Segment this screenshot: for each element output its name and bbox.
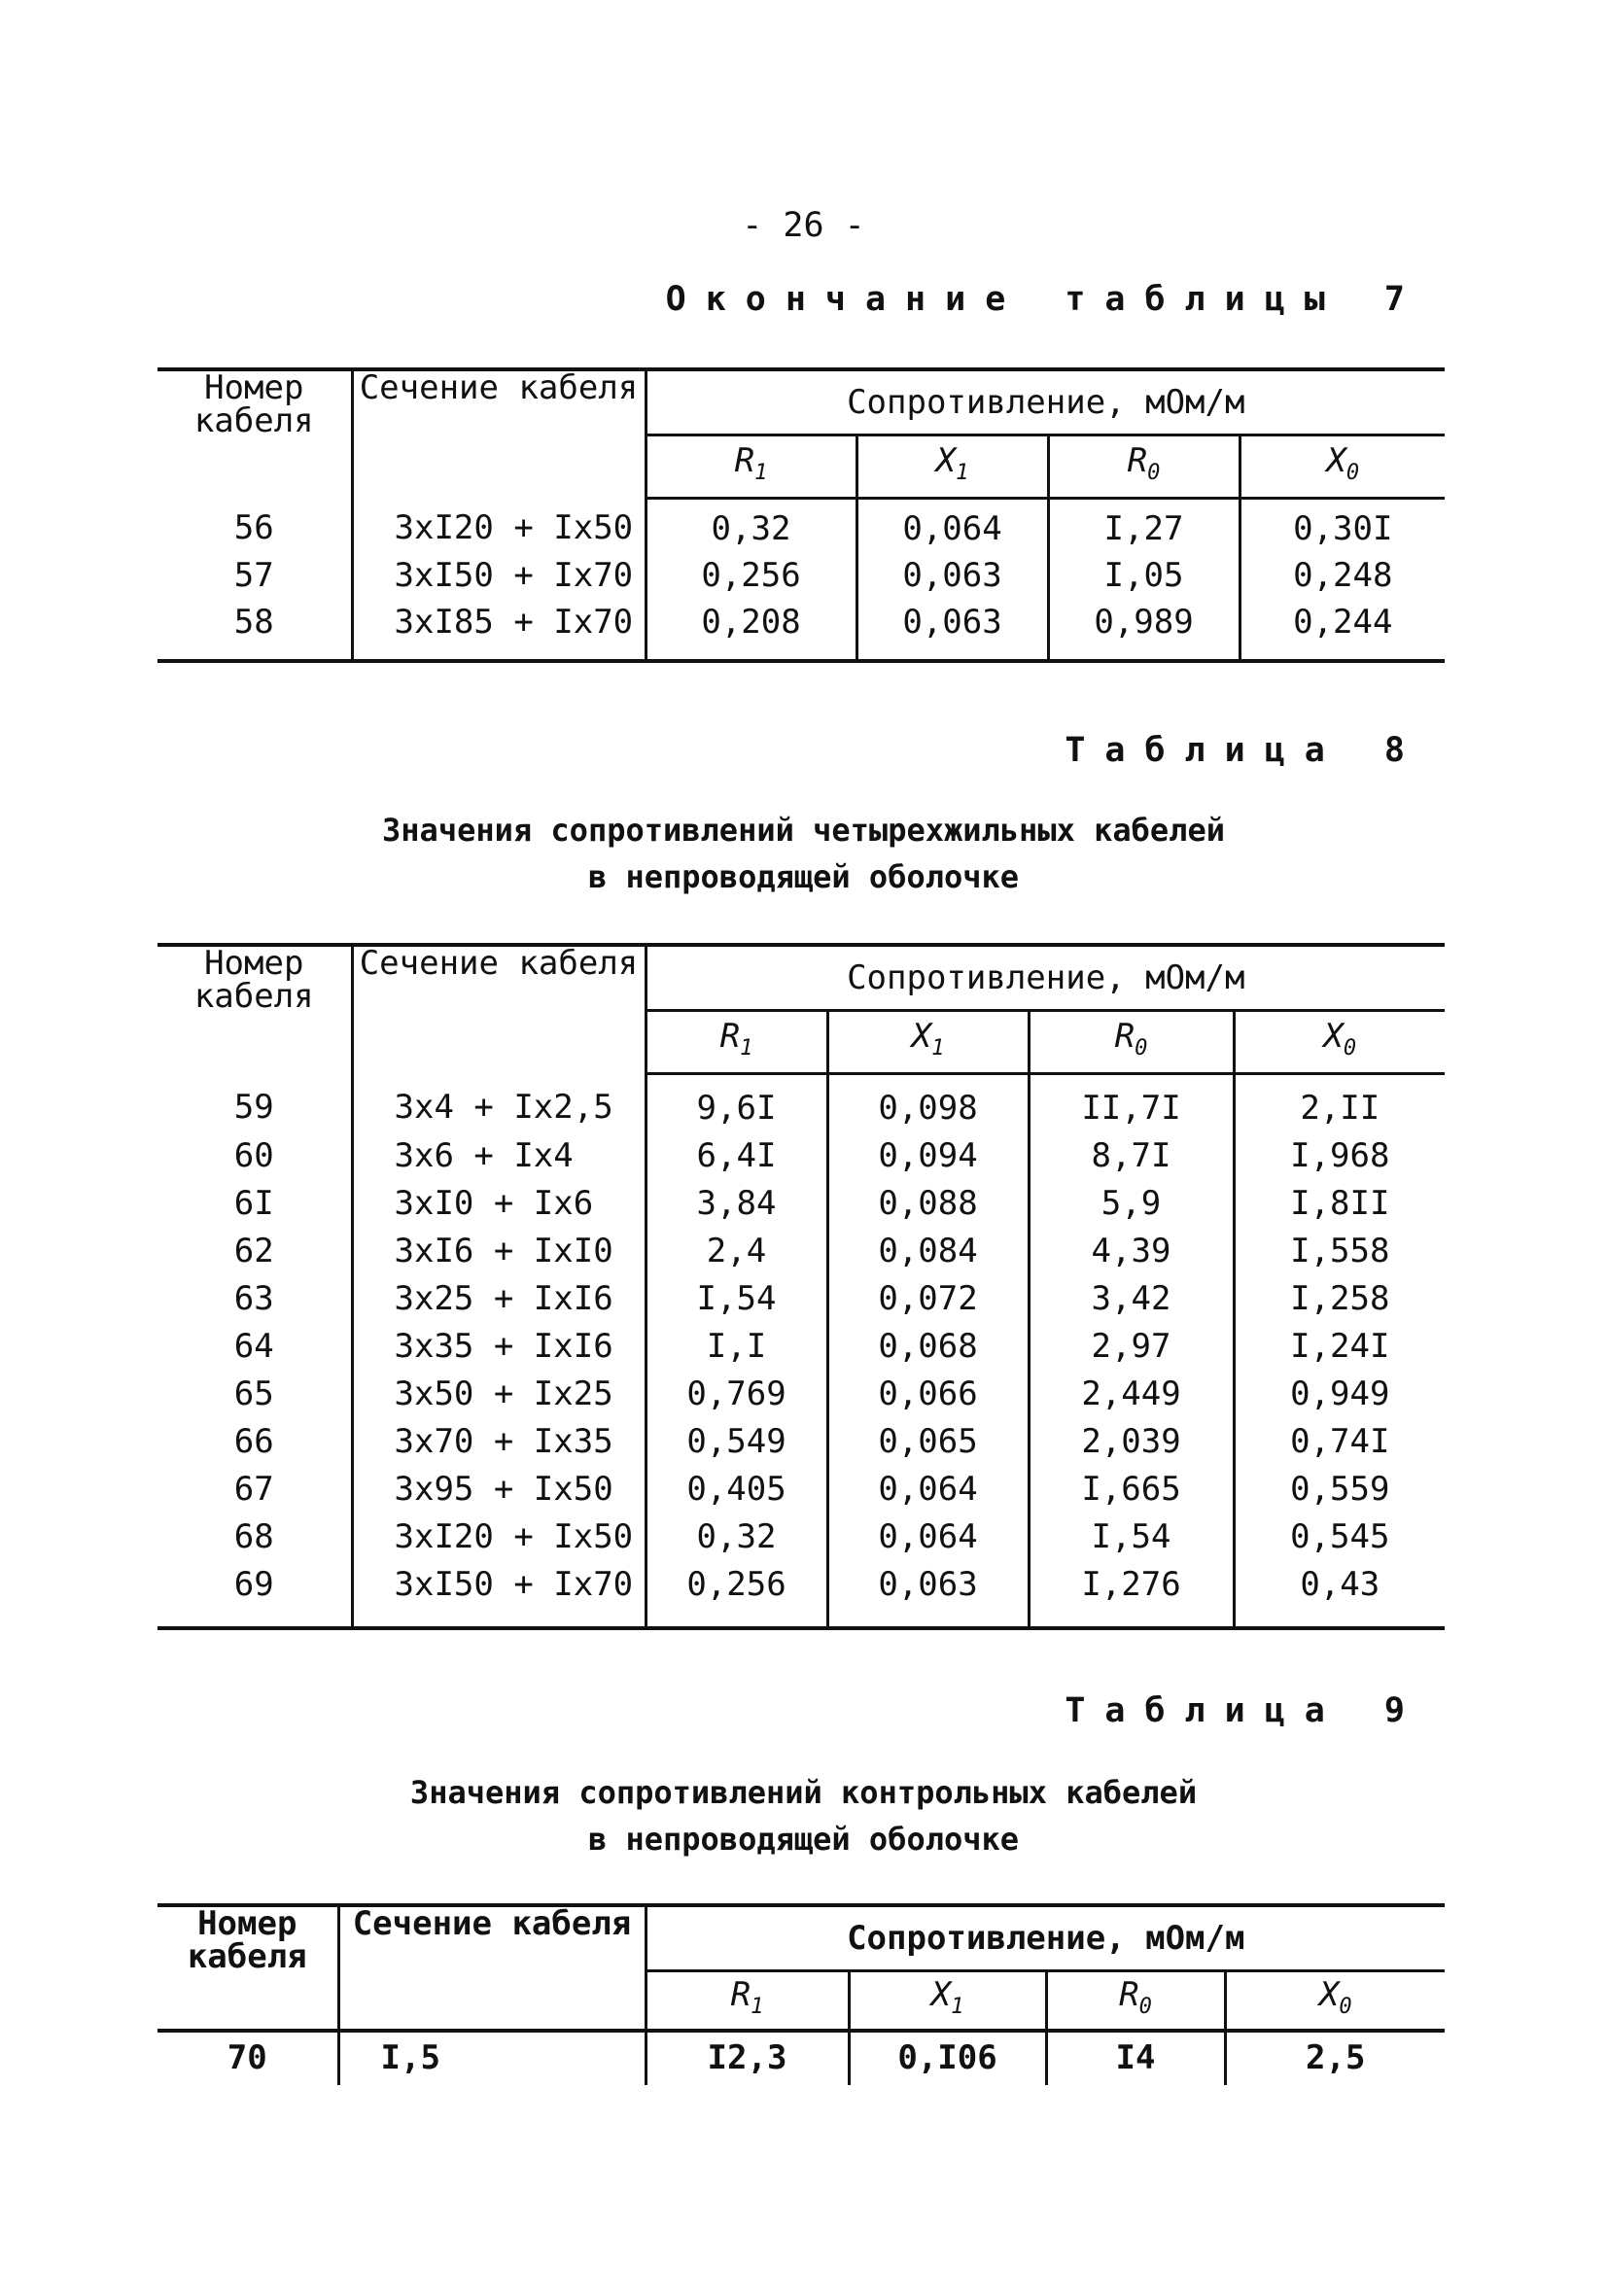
table-row	[157, 1232, 1445, 1279]
cell-number: 65	[233, 1374, 274, 1413]
cell-section: 3xI0 + Ix6	[352, 1184, 646, 1232]
subscript: 1	[931, 1035, 945, 1061]
table-row	[157, 1565, 1445, 1628]
table-row	[157, 1279, 1445, 1327]
table8-title-line2: в непроводящей оболочке	[587, 858, 1020, 895]
cell-r0: I,05	[1048, 556, 1240, 603]
symbol: X	[1318, 1974, 1340, 2014]
header-resistance: Сопротивление, мОм/м	[646, 1905, 1445, 1971]
cell-number: 62	[233, 1232, 274, 1270]
cell-number: 56	[233, 507, 274, 547]
table-row	[157, 1517, 1445, 1565]
cell-x1: 0,098	[827, 1074, 1029, 1137]
cell-number: 63	[233, 1279, 274, 1318]
cell-number: 57	[233, 556, 274, 595]
cell-x1: 0,063	[827, 1565, 1029, 1628]
cell-r1: I2,3	[646, 2031, 849, 2085]
cell-section: 3xI85 + Ix70	[352, 603, 646, 661]
cell-x0: I,558	[1234, 1232, 1445, 1279]
subscript: 0	[1135, 1035, 1148, 1061]
symbol: X	[930, 1974, 952, 2014]
cell-x0: 0,244	[1240, 603, 1445, 661]
header-x0	[1234, 1011, 1445, 1074]
cell-x0: I,968	[1234, 1136, 1445, 1184]
table-row	[157, 1136, 1445, 1184]
table-row	[157, 1470, 1445, 1517]
symbol: R	[719, 1016, 741, 1056]
header-r1	[646, 435, 856, 499]
cell-x1: 0,063	[856, 556, 1048, 603]
symbol: R	[734, 440, 755, 480]
header-x1	[827, 1011, 1029, 1074]
cell-number: 60	[233, 1136, 274, 1175]
cell-number: 68	[233, 1517, 274, 1556]
subscript: 1	[956, 460, 969, 485]
cell-r0: 0,989	[1048, 603, 1240, 661]
subscript: 1	[951, 1994, 964, 2019]
cell-r0: 8,7I	[1029, 1136, 1234, 1184]
cell-x1: 0,064	[827, 1517, 1029, 1565]
cell-x0: 2,5	[1225, 2031, 1445, 2085]
cell-r1: 6,4I	[646, 1136, 827, 1184]
table-row	[157, 603, 1445, 661]
cell-x1: 0,094	[827, 1136, 1029, 1184]
cell-r1: 0,32	[646, 1517, 827, 1565]
cell-number: 59	[233, 1087, 274, 1127]
symbol: R	[1127, 440, 1148, 480]
header-x0	[1240, 435, 1445, 499]
cell-r0: 2,039	[1029, 1422, 1234, 1470]
cell-r0: 2,449	[1029, 1374, 1234, 1422]
cell-r0: 3,42	[1029, 1279, 1234, 1327]
cell-section: 3xI20 + Ix50	[352, 499, 646, 557]
cell-section: 3x6 + Ix4	[352, 1136, 646, 1184]
cell-r0: 4,39	[1029, 1232, 1234, 1279]
cell-x1: 0,065	[827, 1422, 1029, 1470]
cell-x0: 0,559	[1234, 1470, 1445, 1517]
cell-r1: 3,84	[646, 1184, 827, 1232]
cell-x0: 0,74I	[1234, 1422, 1445, 1470]
cell-number: 69	[157, 1565, 352, 1628]
cell-x1: 0,I06	[849, 2031, 1046, 2085]
cell-r1: 0,405	[646, 1470, 827, 1517]
table9-caption: Таблица 9	[1065, 1691, 1424, 1730]
table7-caption: Окончание таблицы 7	[665, 280, 1424, 319]
table9-title-line1: Значения сопротивлений контрольных кабелей	[409, 1774, 1198, 1811]
symbol: R	[1114, 1016, 1135, 1056]
header-x0	[1225, 1971, 1445, 2032]
header-section: Сечение кабеля	[338, 1905, 646, 2031]
header-x1	[849, 1971, 1046, 2032]
symbol: X	[1326, 440, 1346, 480]
subscript: 0	[1339, 1994, 1352, 2019]
header-r1	[646, 1971, 849, 2032]
table-row	[157, 1184, 1445, 1232]
cell-x1: 0,064	[827, 1470, 1029, 1517]
symbol: X	[911, 1016, 932, 1056]
cell-section: 3x4 + Ix2,5	[352, 1074, 646, 1137]
subscript: 0	[1138, 1994, 1152, 2019]
symbol: X	[935, 440, 957, 480]
cell-r0: I,276	[1029, 1565, 1234, 1628]
table8-caption: Таблица 8	[1065, 731, 1424, 770]
cell-section: 3x25 + IxI6	[352, 1279, 646, 1327]
table-row	[157, 556, 1445, 603]
header-r0	[1029, 1011, 1234, 1074]
cell-number: 64	[233, 1327, 274, 1366]
cell-x1: 0,066	[827, 1374, 1029, 1422]
table8-title	[0, 807, 1607, 900]
cell-r1: 0,549	[646, 1422, 827, 1470]
table-row	[157, 1327, 1445, 1374]
table9	[157, 1903, 1445, 2085]
header-number: Номер кабеля	[157, 1905, 338, 2031]
cell-r1: 0,208	[646, 603, 856, 661]
cell-r1: 0,769	[646, 1374, 827, 1422]
table-row	[157, 1422, 1445, 1470]
cell-r1: 0,32	[646, 499, 856, 557]
cell-x0: 0,30I	[1240, 499, 1445, 557]
cell-r0: 5,9	[1029, 1184, 1234, 1232]
header-number: Номер кабеля	[157, 945, 352, 1074]
cell-r1: 0,256	[646, 556, 856, 603]
header-section: Сечение кабеля	[352, 369, 646, 499]
cell-section: 3xI20 + Ix50	[352, 1517, 646, 1565]
cell-x1: 0,084	[827, 1232, 1029, 1279]
table7	[157, 367, 1445, 663]
cell-x1: 0,072	[827, 1279, 1029, 1327]
cell-number: 70	[157, 2031, 338, 2085]
header-section: Сечение кабеля	[352, 945, 646, 1074]
cell-number: 67	[233, 1470, 274, 1509]
cell-number: 58	[157, 603, 352, 661]
table9-title	[0, 1769, 1607, 1862]
table8	[157, 943, 1445, 1630]
cell-r1: I,54	[646, 1279, 827, 1327]
cell-section: 3x70 + Ix35	[352, 1422, 646, 1470]
cell-r0: I4	[1046, 2031, 1225, 2085]
cell-r0: I,665	[1029, 1470, 1234, 1517]
subscript: 1	[740, 1035, 753, 1061]
table-row	[157, 1074, 1445, 1137]
cell-section: 3x50 + Ix25	[352, 1374, 646, 1422]
cell-x0: 0,43	[1234, 1565, 1445, 1628]
symbol: R	[730, 1974, 751, 2014]
cell-r1: 0,256	[646, 1565, 827, 1628]
cell-r1: 9,6I	[646, 1074, 827, 1137]
symbol: X	[1323, 1016, 1344, 1056]
page-number: - 26 -	[742, 206, 865, 245]
cell-section: 3x35 + IxI6	[352, 1327, 646, 1374]
cell-x0: I,258	[1234, 1279, 1445, 1327]
subscript: 0	[1345, 460, 1360, 485]
cell-x1: 0,088	[827, 1184, 1029, 1232]
cell-section: 3x95 + Ix50	[352, 1470, 646, 1517]
header-r0	[1046, 1971, 1225, 2032]
cell-x0: I,24I	[1234, 1327, 1445, 1374]
header-number: Номер кабеля	[157, 369, 352, 499]
cell-section: 3xI50 + Ix70	[352, 1565, 646, 1628]
subscript: 1	[754, 460, 768, 485]
cell-x0: 0,545	[1234, 1517, 1445, 1565]
cell-x1: 0,064	[856, 499, 1048, 557]
header-r1	[646, 1011, 827, 1074]
table9-title-line2: в непроводящей оболочке	[587, 1821, 1020, 1858]
table8-title-line1: Значения сопротивлений четырехжильных кабелей	[382, 812, 1225, 849]
cell-r1: I,I	[646, 1327, 827, 1374]
table-row	[157, 1374, 1445, 1422]
header-x1	[856, 435, 1048, 499]
cell-r0: I,27	[1048, 499, 1240, 557]
cell-section: 3xI50 + Ix70	[352, 556, 646, 603]
subscript: 0	[1343, 1035, 1357, 1061]
subscript: 0	[1147, 460, 1161, 485]
header-resistance: Сопротивление, мОм/м	[646, 945, 1445, 1011]
cell-r0: II,7I	[1029, 1074, 1234, 1137]
cell-number: 6I	[233, 1184, 274, 1223]
table-row	[157, 2031, 1445, 2085]
cell-x1: 0,068	[827, 1327, 1029, 1374]
cell-x0: 2,II	[1234, 1074, 1445, 1137]
cell-r1: 2,4	[646, 1232, 827, 1279]
cell-section: I,5	[338, 2031, 646, 2085]
cell-r0: I,54	[1029, 1517, 1234, 1565]
cell-section: 3xI6 + IxI0	[352, 1232, 646, 1279]
cell-x0: 0,949	[1234, 1374, 1445, 1422]
header-resistance: Сопротивление, мОм/м	[646, 369, 1445, 435]
table-row	[157, 499, 1445, 557]
symbol: R	[1119, 1974, 1139, 2014]
header-r0	[1048, 435, 1240, 499]
subscript: 1	[751, 1994, 764, 2019]
cell-r0: 2,97	[1029, 1327, 1234, 1374]
cell-x0: 0,248	[1240, 556, 1445, 603]
cell-x1: 0,063	[856, 603, 1048, 661]
cell-x0: I,8II	[1234, 1184, 1445, 1232]
cell-number: 66	[233, 1422, 274, 1461]
